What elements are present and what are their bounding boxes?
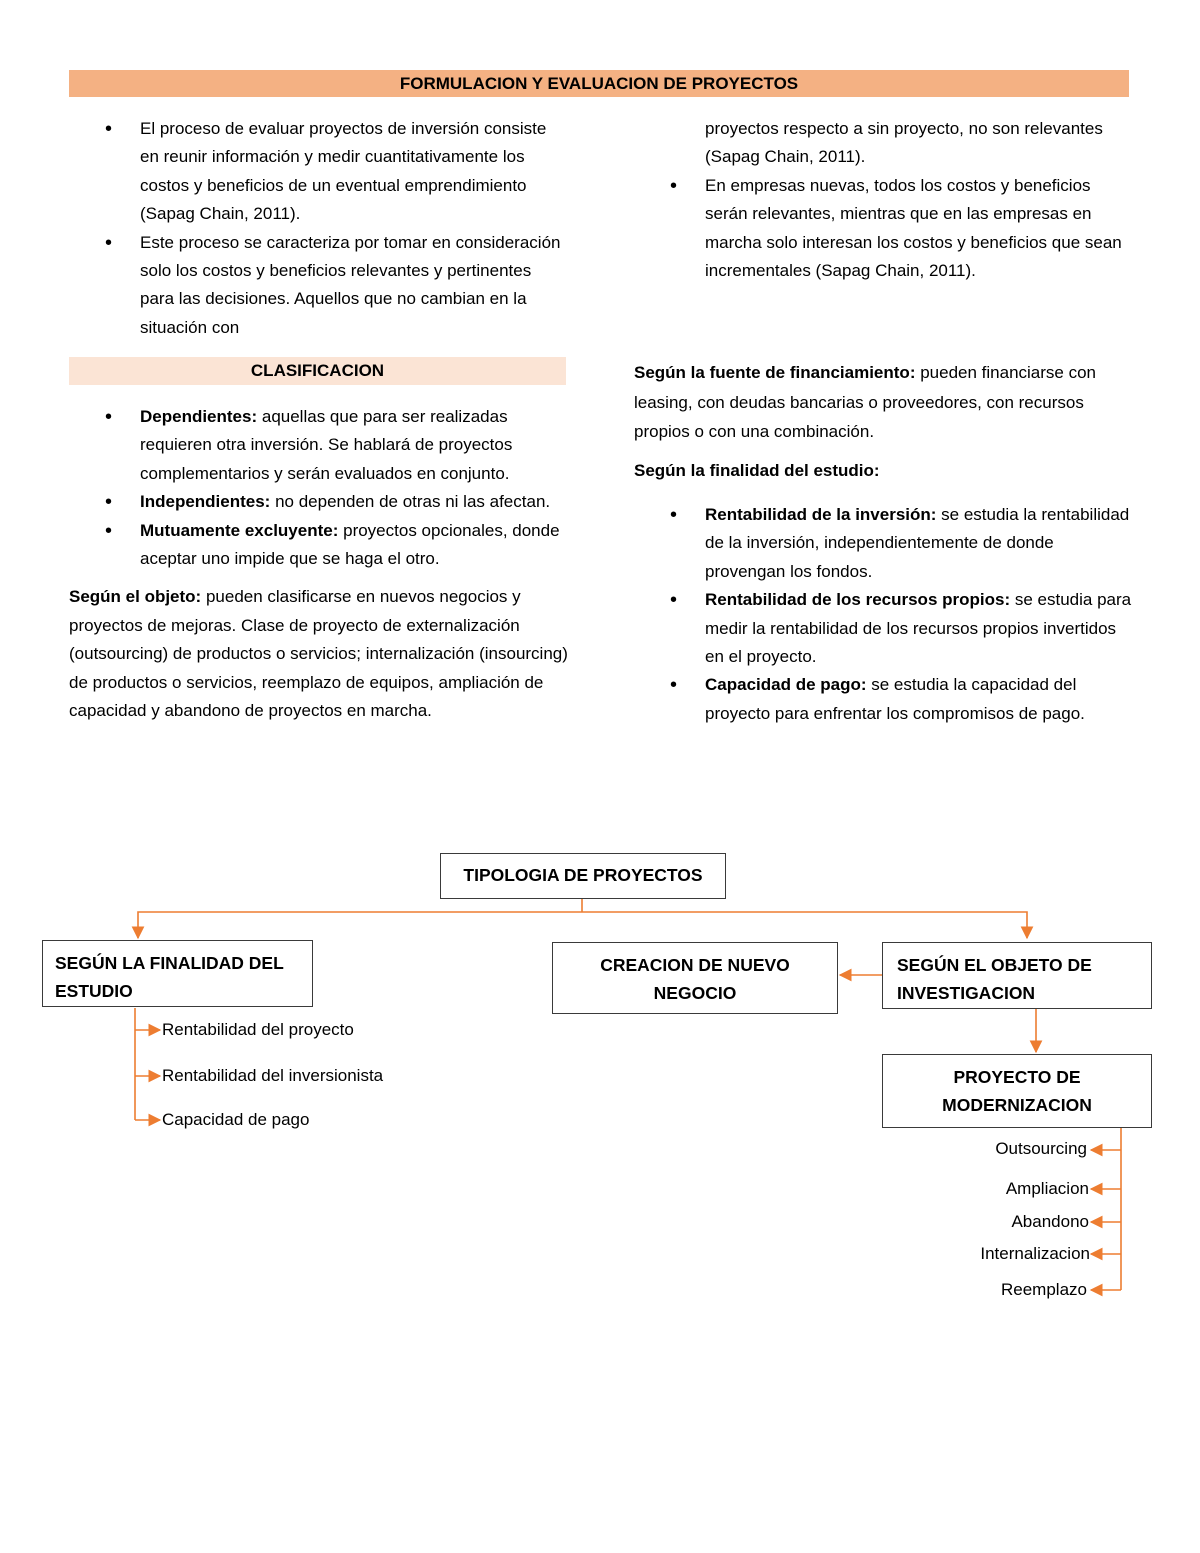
modernizacion-item-label: Abandono bbox=[1011, 1212, 1089, 1231]
connector-to-finalidad bbox=[138, 912, 582, 938]
intro-bullet: • El proceso de evaluar proyectos de inversión consiste en reunir información y medir cuantitativamente los costos y beneficios de un eventual emprendimiento (Sapag Chain, 2011). bbox=[69, 115, 569, 229]
modernizacion-item-label: Outsourcing bbox=[995, 1139, 1087, 1158]
finalidad-box-label: SEGÚN LA FINALIDAD DEL ESTUDIO bbox=[55, 953, 284, 1001]
item-text: proyectos opcionales, donde aceptar uno impide que se haga el otro. bbox=[140, 520, 560, 569]
item-text: se estudia la rentabilidad de la inversión, independientemente de donde provengan los fondos. bbox=[705, 504, 1130, 581]
modernizacion-item-label: Ampliacion bbox=[1005, 1179, 1089, 1198]
intro-bullet: • Este proceso se caracteriza por tomar en consideración solo los costos y beneficios relevantes y pertinentes para las decisiones. Aquellos que no cambian en la situación con bbox=[69, 229, 569, 343]
item-text: se estudia la capacidad del proyecto para enfrentar los compromisos de pago. bbox=[705, 675, 1085, 723]
item-term: Independientes: bbox=[140, 492, 271, 512]
objeto-box-label: SEGÚN EL OBJETO DE INVESTIGACION bbox=[897, 955, 1092, 1003]
modernizacion-item-label: Reemplazo bbox=[1001, 1280, 1087, 1299]
modernizacion-box bbox=[882, 1054, 1152, 1128]
document-title: FORMULACION Y EVALUACION DE PROYECTOS bbox=[69, 70, 1129, 97]
item-text: se estudia para medir la rentabilidad de los recursos propios invertidos en el proyecto. bbox=[705, 590, 1132, 666]
clasificacion-heading: CLASIFICACION bbox=[69, 357, 566, 385]
paragraph-term: Según la fuente de financiamiento: bbox=[634, 363, 916, 382]
paragraph-term: Según el objeto: bbox=[69, 587, 202, 607]
modernizacion-item-label: Internalizacion bbox=[980, 1244, 1090, 1263]
item-term: Rentabilidad de la inversión: bbox=[705, 504, 937, 524]
connector-to-objeto bbox=[582, 912, 1027, 938]
intro-bullet: • En empresas nuevas, todos los costos y beneficios serán relevantes, mientras que en las empresas en marcha solo interesan los costos y beneficios que sean incrementales (Sapag Chain, 2011). bbox=[634, 172, 1134, 286]
finalidad-box bbox=[42, 940, 313, 1007]
nuevo-negocio-box bbox=[552, 942, 838, 1014]
finalidad-item-label: Capacidad de pago bbox=[162, 1110, 310, 1129]
root-box-label: TIPOLOGIA DE PROYECTOS bbox=[463, 865, 703, 885]
paragraph-text: pueden clasificarse en nuevos negocios y proyectos de mejoras. Clase de proyecto de externalización (outsourcing) de productos o servicios; internalización (insourcing) de productos o servicios, reemplazo de equipos, ampliación de capacidad y abandono de proyectos en marcha. bbox=[69, 587, 568, 721]
item-term: Mutuamente excluyente: bbox=[140, 520, 339, 540]
item-term: Dependientes: bbox=[140, 407, 258, 426]
paragraph-text: pueden financiarse con leasing, con deudas bancarias o proveedores, con recursos propios o con una combinación. bbox=[634, 363, 1097, 441]
modernizacion-box-label: PROYECTO DE MODERNIZACION bbox=[942, 1067, 1092, 1115]
root-box bbox=[440, 853, 726, 899]
item-term: Capacidad de pago: bbox=[705, 675, 867, 695]
item-text: no dependen de otras ni las afectan. bbox=[270, 492, 551, 512]
finalidad-item-label: Rentabilidad del inversionista bbox=[162, 1066, 384, 1085]
item-text: aquellas que para ser realizadas requieren otra inversión. Se hablará de proyectos complementarios y serán evaluados en conjunto. bbox=[140, 407, 513, 483]
segun-finalidad-heading: Según la finalidad del estudio: bbox=[634, 460, 880, 480]
finalidad-item-label: Rentabilidad del proyecto bbox=[162, 1020, 354, 1039]
intro-continuation: proyectos respecto a sin proyecto, no son relevantes (Sapag Chain, 2011). bbox=[705, 119, 1103, 167]
nuevo-negocio-box-label: CREACION DE NUEVO NEGOCIO bbox=[600, 955, 790, 1003]
objeto-box bbox=[882, 942, 1152, 1009]
item-term: Rentabilidad de los recursos propios: bbox=[705, 590, 1011, 610]
